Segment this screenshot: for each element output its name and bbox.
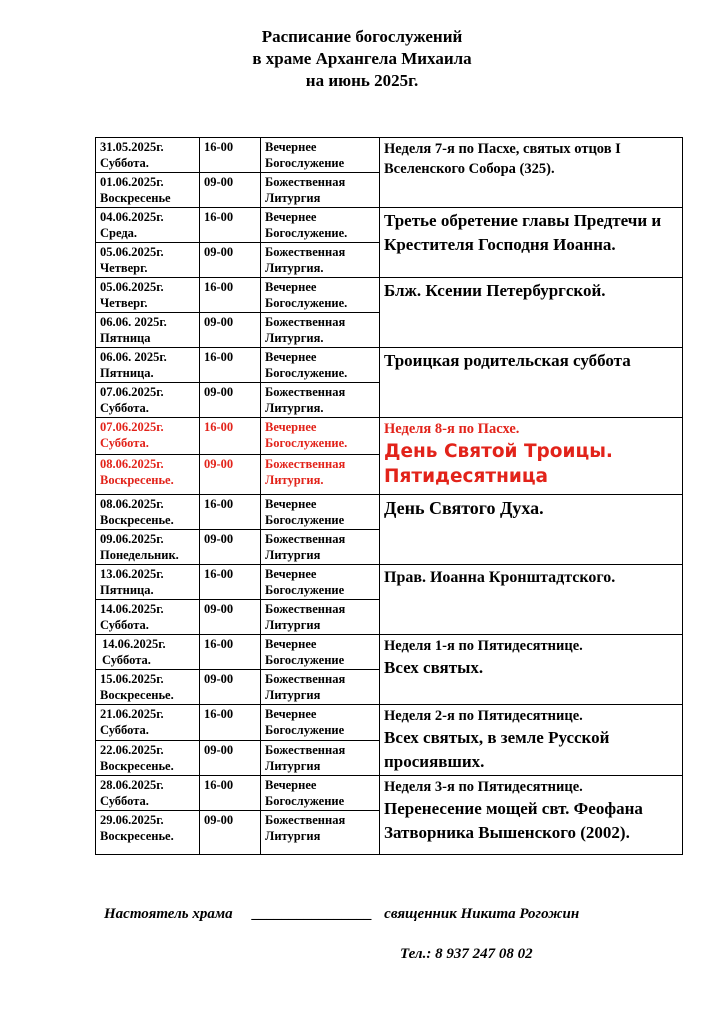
service-cell: Божественная Литургия. (261, 383, 380, 418)
date-cell: 05.06.2025г. Четверг. (96, 278, 200, 313)
time-cell: 16-00 (200, 348, 261, 383)
date-cell: 07.06.2025г. Суббота. (96, 383, 200, 418)
service-cell: Божественная Литургия. (261, 313, 380, 348)
date-cell: 31.05.2025г. Суббота. (96, 138, 200, 173)
table-row (96, 495, 683, 530)
date-cell: 14.06.2025г. Суббота. (96, 635, 200, 670)
feast-note-heading: Неделя 7-я по Пасхе, святых отцов I Вселенского Собора (325). (384, 141, 621, 177)
time-cell: 16-00 (200, 705, 261, 741)
feast-note-heading: Неделя 8-я по Пасхе. (384, 421, 520, 437)
signature-line (104, 906, 704, 923)
time-cell: 09-00 (200, 173, 261, 208)
title-line-3: на июнь 2025г. (305, 71, 419, 90)
feast-note-heading: Неделя 1-я по Пятидесятнице. (384, 638, 583, 654)
service-cell: Вечернее Богослужение (261, 138, 380, 173)
feast-note-cell (380, 565, 683, 635)
feast-note-title: Троицкая родительская суббота (384, 351, 631, 370)
table-row (96, 565, 683, 600)
feast-note-title: Перенесение мощей свт. Феофана Затворника Вышенского (2002). (384, 799, 643, 842)
service-cell: Вечернее Богослужение (261, 635, 380, 670)
table-row (96, 278, 683, 313)
time-cell: 16-00 (200, 208, 261, 243)
service-cell: Божественная Литургия (261, 670, 380, 705)
table-row (96, 776, 683, 811)
service-cell: Вечернее Богослужение. (261, 278, 380, 313)
signature-blank: ________________ (252, 906, 373, 922)
time-cell: 09-00 (200, 740, 261, 776)
date-cell: 04.06.2025г. Среда. (96, 208, 200, 243)
time-cell: 16-00 (200, 635, 261, 670)
schedule-table (95, 137, 683, 855)
schedule-table-body (96, 138, 683, 855)
service-cell: Вечернее Богослужение. (261, 418, 380, 455)
feast-note-title: Третье обретение главы Предтечи и Крестителя Господня Иоанна. (384, 211, 662, 254)
schedule-title (0, 26, 724, 92)
title-line-1: Расписание богослужений (261, 27, 463, 46)
date-cell: 01.06.2025г. Воскресенье (96, 173, 200, 208)
feast-note-cell (380, 278, 683, 348)
time-cell: 09-00 (200, 600, 261, 635)
service-cell: Вечернее Богослужение. (261, 348, 380, 383)
service-cell: Божественная Литургия (261, 811, 380, 855)
table-row (96, 138, 683, 173)
date-cell: 15.06.2025г. Воскресенье. (96, 670, 200, 705)
time-cell: 09-00 (200, 313, 261, 348)
feast-note-cell (380, 418, 683, 495)
date-cell: 06.06. 2025г. Пятница. (96, 348, 200, 383)
feast-note-cell (380, 635, 683, 705)
time-cell: 16-00 (200, 418, 261, 455)
service-cell: Вечернее Богослужение (261, 776, 380, 811)
feast-note-cell (380, 348, 683, 418)
service-cell: Вечернее Богослужение (261, 705, 380, 741)
time-cell: 09-00 (200, 530, 261, 565)
feast-note-heading: Неделя 3-я по Пятидесятнице. (384, 779, 583, 795)
service-cell: Вечернее Богослужение (261, 565, 380, 600)
feast-note-title: Прав. Иоанна Кронштадтского. (384, 569, 616, 586)
table-row (96, 348, 683, 383)
date-cell: 06.06. 2025г. Пятница (96, 313, 200, 348)
time-cell: 09-00 (200, 383, 261, 418)
date-cell: 14.06.2025г. Суббота. (96, 600, 200, 635)
time-cell: 16-00 (200, 138, 261, 173)
rector-label: Настоятель храма (104, 906, 233, 922)
service-cell: Божественная Литургия (261, 173, 380, 208)
table-row (96, 635, 683, 670)
date-cell: 29.06.2025г. Воскресенье. (96, 811, 200, 855)
time-cell: 16-00 (200, 565, 261, 600)
time-cell: 16-00 (200, 776, 261, 811)
date-cell: 09.06.2025г. Понедельник. (96, 530, 200, 565)
time-cell: 09-00 (200, 243, 261, 278)
service-cell: Вечернее Богослужение. (261, 208, 380, 243)
feast-note-cell (380, 208, 683, 278)
service-cell: Божественная Литургия. (261, 243, 380, 278)
date-cell: 13.06.2025г. Пятница. (96, 565, 200, 600)
title-line-2: в храме Архангела Михаила (252, 49, 472, 68)
date-cell: 08.06.2025г. Воскресенье. (96, 495, 200, 530)
feast-note-cell (380, 138, 683, 208)
date-cell: 22.06.2025г. Воскресенье. (96, 740, 200, 776)
date-cell: 07.06.2025г. Суббота. (96, 418, 200, 455)
priest-name: священник Никита Рогожин (384, 906, 580, 922)
date-cell: 05.06.2025г. Четверг. (96, 243, 200, 278)
table-row (96, 418, 683, 455)
date-cell: 21.06.2025г. Суббота. (96, 705, 200, 741)
table-row (96, 705, 683, 741)
time-cell: 09-00 (200, 455, 261, 495)
time-cell: 16-00 (200, 278, 261, 313)
feast-note-cell (380, 705, 683, 776)
service-cell: Божественная Литургия. (261, 455, 380, 495)
service-cell: Божественная Литургия (261, 600, 380, 635)
feast-note-title: День Святой Троицы. Пятидесятница (384, 441, 613, 487)
feast-note-title: Блж. Ксении Петербургской. (384, 281, 606, 300)
feast-note-title: Всех святых. (384, 658, 484, 677)
feast-note-cell (380, 495, 683, 565)
service-cell: Божественная Литургия (261, 740, 380, 776)
date-cell: 28.06.2025г. Суббота. (96, 776, 200, 811)
service-cell: Вечернее Богослужение (261, 495, 380, 530)
time-cell: 09-00 (200, 670, 261, 705)
service-cell: Божественная Литургия (261, 530, 380, 565)
feast-note-cell (380, 776, 683, 855)
time-cell: 16-00 (200, 495, 261, 530)
date-cell: 08.06.2025г. Воскресенье. (96, 455, 200, 495)
feast-note-title: День Святого Духа. (384, 498, 544, 518)
phone-number: Тел.: 8 937 247 08 02 (400, 946, 533, 962)
feast-note-heading: Неделя 2-я по Пятидесятнице. (384, 708, 583, 724)
table-row (96, 208, 683, 243)
time-cell: 09-00 (200, 811, 261, 855)
feast-note-title: Всех святых, в земле Русской просиявших. (384, 728, 610, 771)
